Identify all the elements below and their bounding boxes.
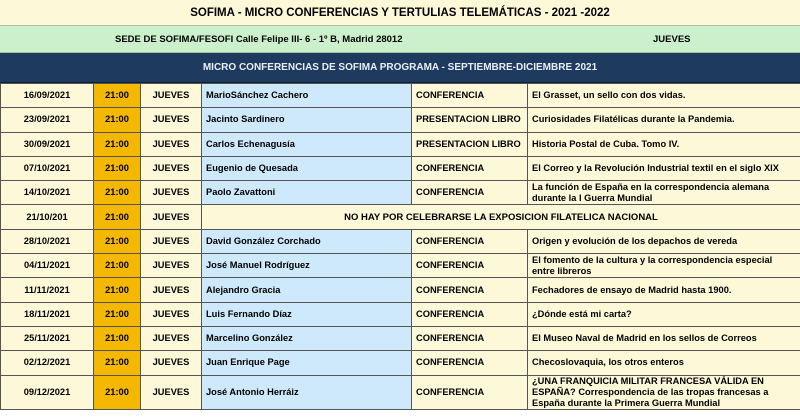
- day-cell[interactable]: JUEVES: [141, 278, 202, 302]
- speaker-cell[interactable]: Luis Fernando Díaz: [202, 302, 412, 326]
- time-cell[interactable]: 21:00: [94, 132, 141, 156]
- type-cell[interactable]: CONFERENCIA: [412, 375, 528, 409]
- table-row: [1, 156, 800, 180]
- topic-cell[interactable]: El fomento de la cultura y la correspondencia especial entre libreros: [528, 254, 800, 278]
- date-cell[interactable]: 18/11/2021: [1, 302, 94, 326]
- meeting-day: JUEVES: [653, 33, 691, 45]
- table-row: [1, 326, 800, 350]
- day-cell[interactable]: JUEVES: [141, 205, 202, 229]
- topic-cell[interactable]: Fechadores de ensayo de Madrid hasta 1900.: [528, 278, 800, 302]
- table-row: [1, 278, 800, 302]
- table-row: [1, 302, 800, 326]
- time-cell[interactable]: 21:00: [94, 181, 141, 205]
- date-cell[interactable]: 07/10/2021: [1, 156, 94, 180]
- topic-cell[interactable]: Historia Postal de Cuba. Tomo IV.: [528, 132, 800, 156]
- date-cell[interactable]: 02/12/2021: [1, 351, 94, 375]
- topic-cell[interactable]: El Correo y la Revolución Industrial textil en el siglo XIX: [528, 156, 800, 180]
- type-cell[interactable]: CONFERENCIA: [412, 302, 528, 326]
- type-cell[interactable]: CONFERENCIA: [412, 84, 528, 108]
- time-cell[interactable]: 21:00: [94, 278, 141, 302]
- topic-cell[interactable]: ¿UNA FRANQUICIA MILITAR FRANCESA VÁLIDA EN ESPAÑA? Correspondencia de las tropas francesas a España durante la Primera Guerra Mundial: [528, 375, 800, 409]
- time-cell[interactable]: 21:00: [94, 205, 141, 229]
- date-cell[interactable]: 16/09/2021: [1, 84, 94, 108]
- type-cell[interactable]: PRESENTACION LIBRO: [412, 108, 528, 132]
- title-row: [0, 0, 800, 26]
- table-row: [1, 181, 800, 205]
- day-cell[interactable]: JUEVES: [141, 302, 202, 326]
- date-cell[interactable]: 11/11/2021: [1, 278, 94, 302]
- day-cell[interactable]: JUEVES: [141, 108, 202, 132]
- day-cell[interactable]: JUEVES: [141, 351, 202, 375]
- table-row: [1, 351, 800, 375]
- day-cell[interactable]: JUEVES: [141, 254, 202, 278]
- speaker-cell[interactable]: José Antonio Herráiz: [202, 375, 412, 409]
- notice-cell[interactable]: NO HAY POR CELEBRARSE LA EXPOSICION FILATELICA NACIONAL: [202, 205, 800, 229]
- time-cell[interactable]: 21:00: [94, 302, 141, 326]
- date-cell[interactable]: 21/10/201: [1, 205, 94, 229]
- table-row: [1, 254, 800, 278]
- page-title: SOFIMA - MICRO CONFERENCIAS Y TERTULIAS TELEMÁTICAS - 2021 -2022: [190, 6, 610, 19]
- date-cell[interactable]: 28/10/2021: [1, 229, 94, 253]
- time-cell[interactable]: 21:00: [94, 254, 141, 278]
- speaker-cell[interactable]: Carlos Echenagusía: [202, 132, 412, 156]
- topic-cell[interactable]: El Grasset, un sello con dos vidas.: [528, 84, 800, 108]
- time-cell[interactable]: 21:00: [94, 229, 141, 253]
- table-row: [1, 108, 800, 132]
- topic-cell[interactable]: Origen y evolución de los depachos de vereda: [528, 229, 800, 253]
- type-cell[interactable]: CONFERENCIA: [412, 351, 528, 375]
- schedule-table: [0, 83, 800, 410]
- speaker-cell[interactable]: Alejandro Gracia: [202, 278, 412, 302]
- date-cell[interactable]: 25/11/2021: [1, 326, 94, 350]
- time-cell[interactable]: 21:00: [94, 84, 141, 108]
- table-row: [1, 84, 800, 108]
- type-cell[interactable]: CONFERENCIA: [412, 278, 528, 302]
- time-cell[interactable]: 21:00: [94, 351, 141, 375]
- table-row: [1, 229, 800, 253]
- speaker-cell[interactable]: José Manuel Rodríguez: [202, 254, 412, 278]
- type-cell[interactable]: CONFERENCIA: [412, 156, 528, 180]
- day-cell[interactable]: JUEVES: [141, 375, 202, 409]
- topic-cell[interactable]: La función de España en la correspondencia alemana durante la I Guerra Mundial: [528, 181, 800, 205]
- time-cell[interactable]: 21:00: [94, 156, 141, 180]
- date-cell[interactable]: 04/11/2021: [1, 254, 94, 278]
- type-cell[interactable]: CONFERENCIA: [412, 254, 528, 278]
- date-cell[interactable]: 09/12/2021: [1, 375, 94, 409]
- program-banner: [0, 53, 800, 83]
- time-cell[interactable]: 21:00: [94, 375, 141, 409]
- time-cell[interactable]: 21:00: [94, 108, 141, 132]
- venue-address: SEDE DE SOFIMA/FESOFI Calle Felipe III- 6 - 1º B, Madrid 28012: [115, 33, 403, 45]
- speaker-cell[interactable]: Jacinto Sardinero: [202, 108, 412, 132]
- speaker-cell[interactable]: Paolo Zavattoni: [202, 181, 412, 205]
- schedule-body: [1, 84, 800, 410]
- topic-cell[interactable]: Checoslovaquia, los otros enteros: [528, 351, 800, 375]
- table-row: [1, 375, 800, 409]
- venue-row: [0, 26, 800, 53]
- day-cell[interactable]: JUEVES: [141, 156, 202, 180]
- speaker-cell[interactable]: Eugenio de Quesada: [202, 156, 412, 180]
- topic-cell[interactable]: Curiosidades Filatélicas durante la Pandemia.: [528, 108, 800, 132]
- topic-cell[interactable]: El Museo Naval de Madrid en los sellos de Correos: [528, 326, 800, 350]
- topic-cell[interactable]: ¿Dónde está mi carta?: [528, 302, 800, 326]
- type-cell[interactable]: CONFERENCIA: [412, 326, 528, 350]
- day-cell[interactable]: JUEVES: [141, 84, 202, 108]
- table-row: [1, 205, 800, 229]
- time-cell[interactable]: 21:00: [94, 326, 141, 350]
- speaker-cell[interactable]: David González Corchado: [202, 229, 412, 253]
- table-row: [1, 132, 800, 156]
- speaker-cell[interactable]: Marcelino González: [202, 326, 412, 350]
- day-cell[interactable]: JUEVES: [141, 132, 202, 156]
- day-cell[interactable]: JUEVES: [141, 326, 202, 350]
- type-cell[interactable]: CONFERENCIA: [412, 181, 528, 205]
- type-cell[interactable]: PRESENTACION LIBRO: [412, 132, 528, 156]
- day-cell[interactable]: JUEVES: [141, 181, 202, 205]
- date-cell[interactable]: 30/09/2021: [1, 132, 94, 156]
- date-cell[interactable]: 14/10/2021: [1, 181, 94, 205]
- program-title: MICRO CONFERENCIAS DE SOFIMA PROGRAMA - SEPTIEMBRE-DICIEMBRE 2021: [202, 62, 598, 73]
- type-cell[interactable]: CONFERENCIA: [412, 229, 528, 253]
- speaker-cell[interactable]: MarioSánchez Cachero: [202, 84, 412, 108]
- day-cell[interactable]: JUEVES: [141, 229, 202, 253]
- date-cell[interactable]: 23/09/2021: [1, 108, 94, 132]
- speaker-cell[interactable]: Juan Enrique Page: [202, 351, 412, 375]
